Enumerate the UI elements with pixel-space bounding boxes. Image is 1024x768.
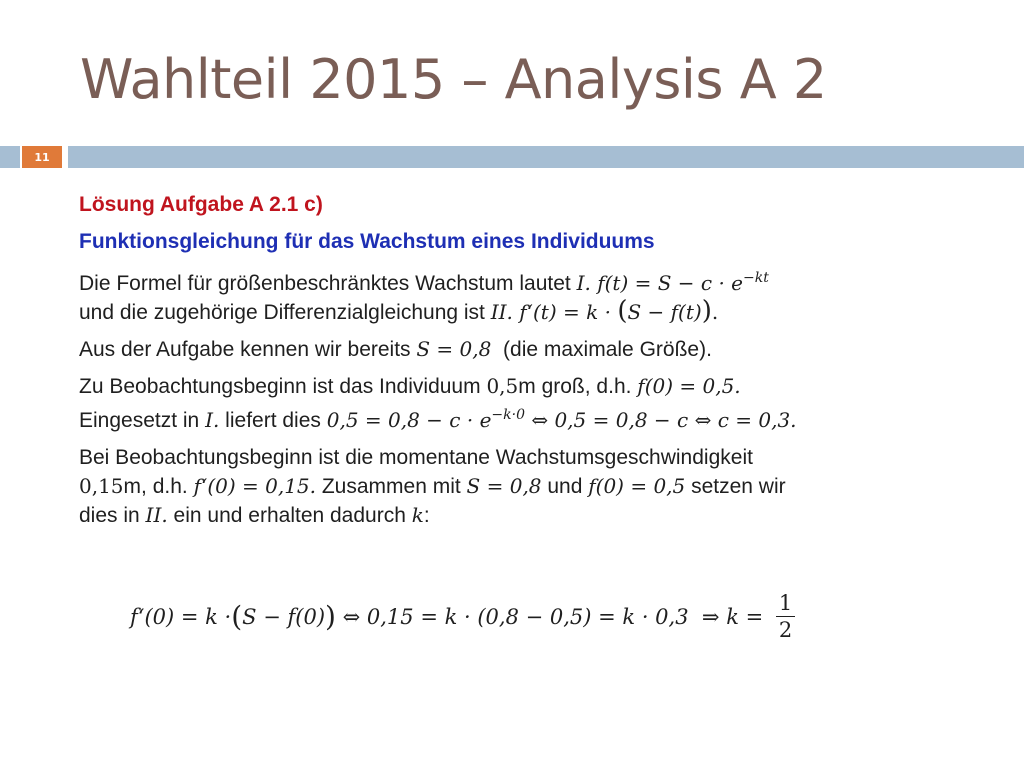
formula-paren-close: ) — [701, 296, 712, 326]
growth-text-3: Zusammen mit — [316, 475, 467, 498]
header-bar-left — [0, 146, 20, 168]
final-paren-open: ( — [231, 600, 243, 633]
max-size-math: S = 0,8 — [416, 337, 492, 361]
growth-math-6: k — [411, 503, 424, 527]
slide-content — [79, 190, 1009, 538]
slide-title: Wahlteil 2015 – Analysis A 2 — [80, 48, 827, 111]
slide-number: 11 — [22, 146, 62, 168]
initial-math-1: 0,5 — [486, 374, 519, 398]
growth-text-2: m, d.h. — [123, 475, 194, 498]
final-fraction — [776, 590, 795, 643]
final-paren-close: ) — [325, 600, 336, 633]
final-inner: S − f(0) — [242, 604, 326, 629]
final-equation — [130, 590, 795, 643]
header-bar — [68, 146, 1024, 168]
growth-text-5: setzen wir — [685, 475, 786, 498]
growth-math-3: S = 0,8 — [466, 474, 542, 498]
solution-heading: Lösung Aufgabe A 2.1 c) — [79, 193, 323, 216]
initial-math-4: 0,5 = 0,8 − c · e — [326, 408, 492, 432]
paragraph-growth-rate — [79, 443, 1009, 530]
initial-math-2: f(0) = 0,5. — [637, 374, 741, 398]
formula-math-2a: II. f‘(t) = k · — [490, 300, 618, 324]
formula-math-1: I. f(t) = S − c · e — [576, 271, 744, 295]
final-left: f‘(0) = k · — [130, 604, 232, 629]
growth-text-6: dies in — [79, 504, 146, 527]
fraction-numerator: 1 — [776, 590, 795, 617]
growth-math-5: II. — [145, 503, 168, 527]
growth-text-8: : — [423, 504, 430, 527]
paragraph-initial — [79, 372, 1009, 435]
initial-math-3: I. — [205, 408, 220, 432]
formula-text-2: und die zugehörige Differenzialgleichung ist — [79, 301, 491, 324]
initial-text-2: m groß, d.h. — [518, 375, 638, 398]
initial-text-4: liefert dies — [219, 409, 327, 432]
formula-paren-open: ( — [617, 296, 628, 326]
growth-math-4: f(0) = 0,5 — [588, 474, 686, 498]
max-size-text-2: (die maximale Größe). — [491, 338, 712, 361]
growth-math-2: f‘(0) = 0,15. — [193, 474, 317, 498]
initial-text-1: Zu Beobachtungsbeginn ist das Individuum — [79, 375, 487, 398]
final-right: ⇔ 0,15 = k · (0,8 − 0,5) = k · 0,3 ⇒ k = — [335, 604, 770, 629]
paragraph-formula — [79, 264, 1009, 327]
formula-text-1: Die Formel für größenbeschränktes Wachstum lautet — [79, 272, 577, 295]
growth-text-1: Bei Beobachtungsbeginn ist die momentane Wachstumsgeschwindigkeit — [79, 446, 753, 469]
growth-text-7: ein und erhalten dadurch — [167, 504, 412, 527]
initial-text-3: Eingesetzt in — [79, 409, 206, 432]
formula-exponent: −kt — [743, 270, 769, 286]
initial-math-5: ⇔ 0,5 = 0,8 − c ⇔ c = 0,3. — [524, 408, 797, 432]
formula-math-2c: S − f(t) — [627, 300, 702, 324]
growth-math-1: 0,15 — [79, 474, 124, 498]
initial-exponent: −k·0 — [491, 407, 525, 423]
paragraph-max-size — [79, 335, 1009, 364]
max-size-text-1: Aus der Aufgabe kennen wir bereits — [79, 338, 417, 361]
fraction-denominator: 2 — [778, 618, 793, 642]
solution-subheading: Funktionsgleichung für das Wachstum eines Individuums — [79, 230, 655, 253]
formula-period: . — [711, 300, 719, 324]
growth-text-4: und — [541, 475, 589, 498]
